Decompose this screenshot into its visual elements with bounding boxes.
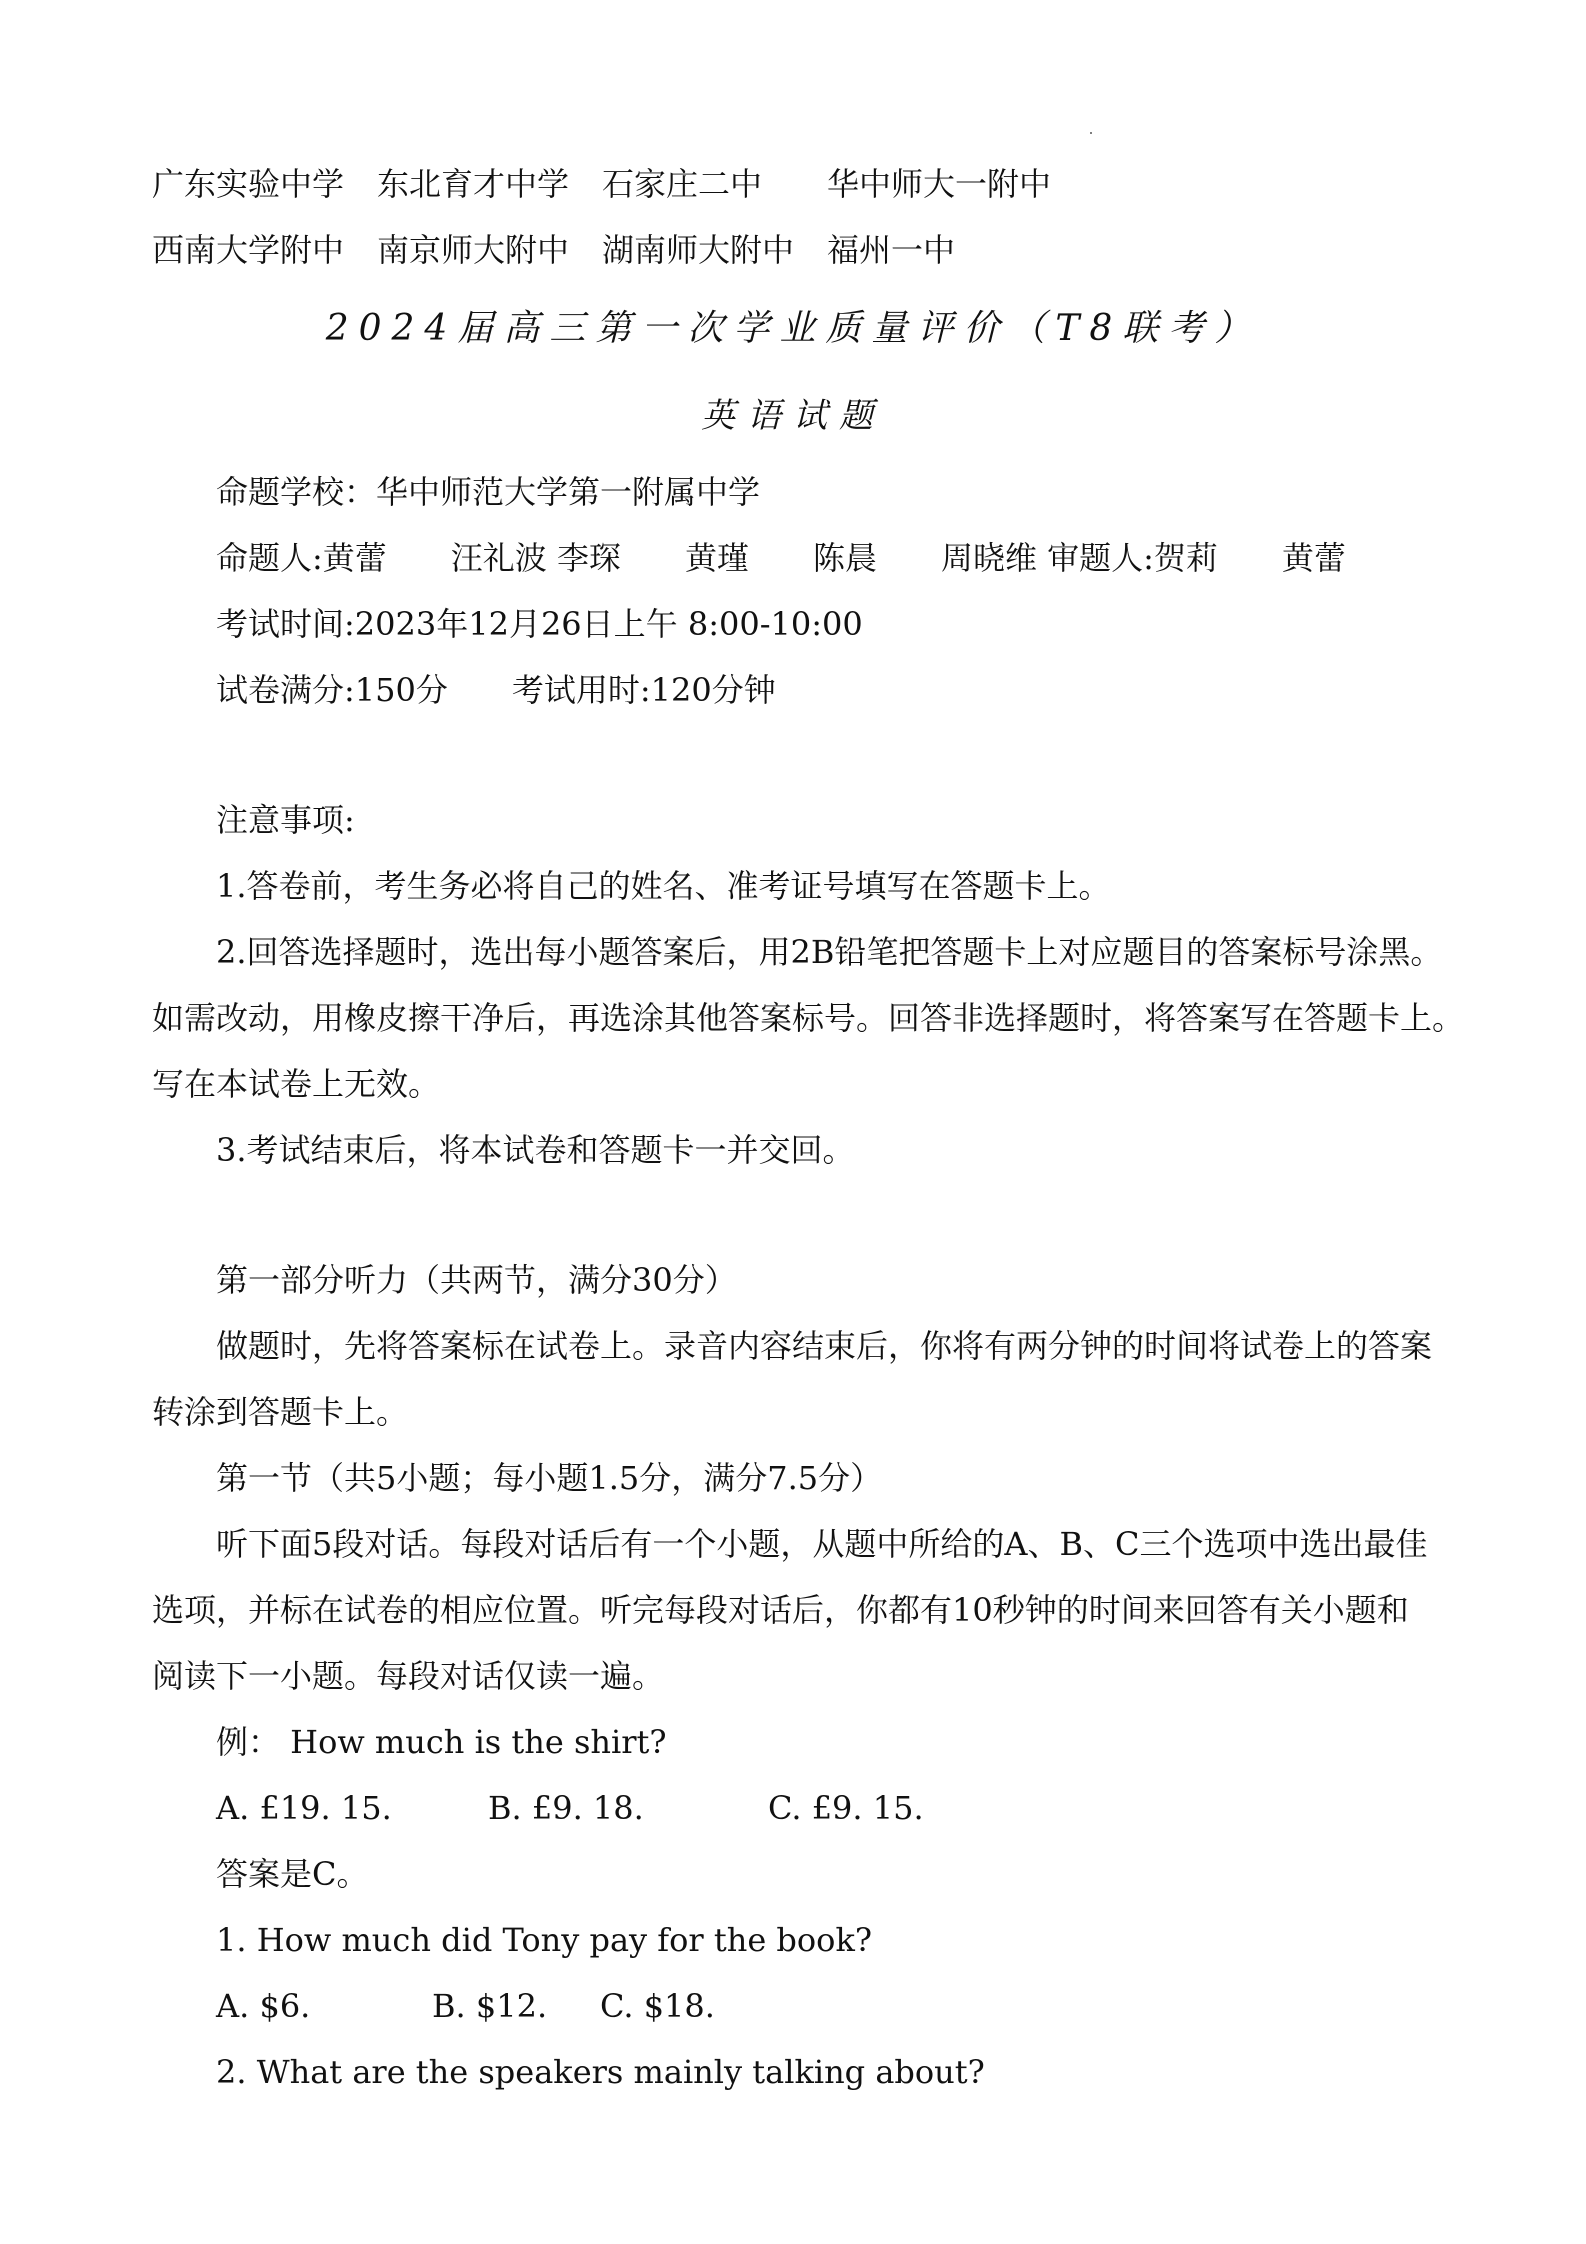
info-time: 考试时间:2023年12月26日上午 8:00-10:00	[216, 605, 863, 643]
notice-item-2-cont: 写在本试卷上无效。	[152, 1065, 441, 1103]
school-name: 华中师大一附中	[827, 165, 1052, 203]
school-name: 湖南师大附中	[602, 231, 795, 269]
school-name: 石家庄二中	[602, 165, 763, 203]
school-name: 福州一中	[827, 231, 956, 269]
section1-heading: 第一节（共5小题；每小题1.5分，满分7.5分）	[216, 1459, 883, 1497]
question-1: 1. How much did Tony pay for the book?	[216, 1921, 872, 1959]
part1-heading: 第一部分听力（共两节，满分30分）	[216, 1261, 737, 1299]
example-option-c: C. £9. 15.	[768, 1789, 924, 1827]
example-answer: 答案是C。	[216, 1855, 369, 1893]
notice-item-3: 3.考试结束后，将本试卷和答题卡一并交回。	[216, 1131, 855, 1169]
part1-instruction: 做题时，先将答案标在试卷上。录音内容结束后，你将有两分钟的时间将试卷上的答案	[216, 1327, 1433, 1365]
school-name: 广东实验中学	[152, 165, 345, 203]
school-name: 东北育才中学	[377, 165, 570, 203]
exam-title: 2024届高三第一次学业质量评价（T8联考）	[325, 308, 1261, 349]
question-1-option-b: B. $12.	[432, 1987, 548, 2025]
section1-instruction-cont: 选项，并标在试卷的相应位置。听完每段对话后，你都有10秒钟的时间来回答有关小题和	[152, 1591, 1409, 1629]
question-1-option-c: C. $18.	[600, 1987, 715, 2025]
part1-instruction-cont: 转涂到答题卡上。	[152, 1393, 409, 1431]
notice-heading: 注意事项:	[216, 801, 355, 839]
example-question: 例： How much is the shirt?	[216, 1723, 667, 1761]
notice-item-2-cont: 如需改动，用橡皮擦干净后，再选涂其他答案标号。回答非选择题时，将答案写在答题卡上。	[152, 999, 1465, 1037]
example-option-b: B. £9. 18.	[488, 1789, 644, 1827]
question-1-option-a: A. $6.	[216, 1987, 311, 2025]
scan-dot	[1090, 132, 1092, 134]
question-2: 2. What are the speakers mainly talking about?	[216, 2053, 985, 2091]
info-school: 命题学校：华中师范大学第一附属中学	[216, 473, 761, 511]
notice-item-1: 1.答卷前，考生务必将自己的姓名、准考证号填写在答题卡上。	[216, 867, 1111, 905]
exam-subtitle: 英语试题	[701, 396, 885, 436]
info-score: 试卷满分:150分 考试用时:120分钟	[216, 671, 776, 709]
section1-instruction: 听下面5段对话。每段对话后有一个小题，从题中所给的A、B、C三个选项中选出最佳	[216, 1525, 1428, 1563]
school-name: 南京师大附中	[377, 231, 570, 269]
section1-instruction-cont: 阅读下一小题。每段对话仅读一遍。	[152, 1657, 665, 1695]
info-authors: 命题人:黄蕾 汪礼波 李琛 黄瑾 陈晨 周晓维 审题人:贺莉 黄蕾	[216, 539, 1346, 577]
school-name: 西南大学附中	[152, 231, 345, 269]
notice-item-2: 2.回答选择题时，选出每小题答案后，用2B铅笔把答题卡上对应题目的答案标号涂黑。	[216, 933, 1443, 971]
example-option-a: A. £19. 15.	[216, 1789, 392, 1827]
